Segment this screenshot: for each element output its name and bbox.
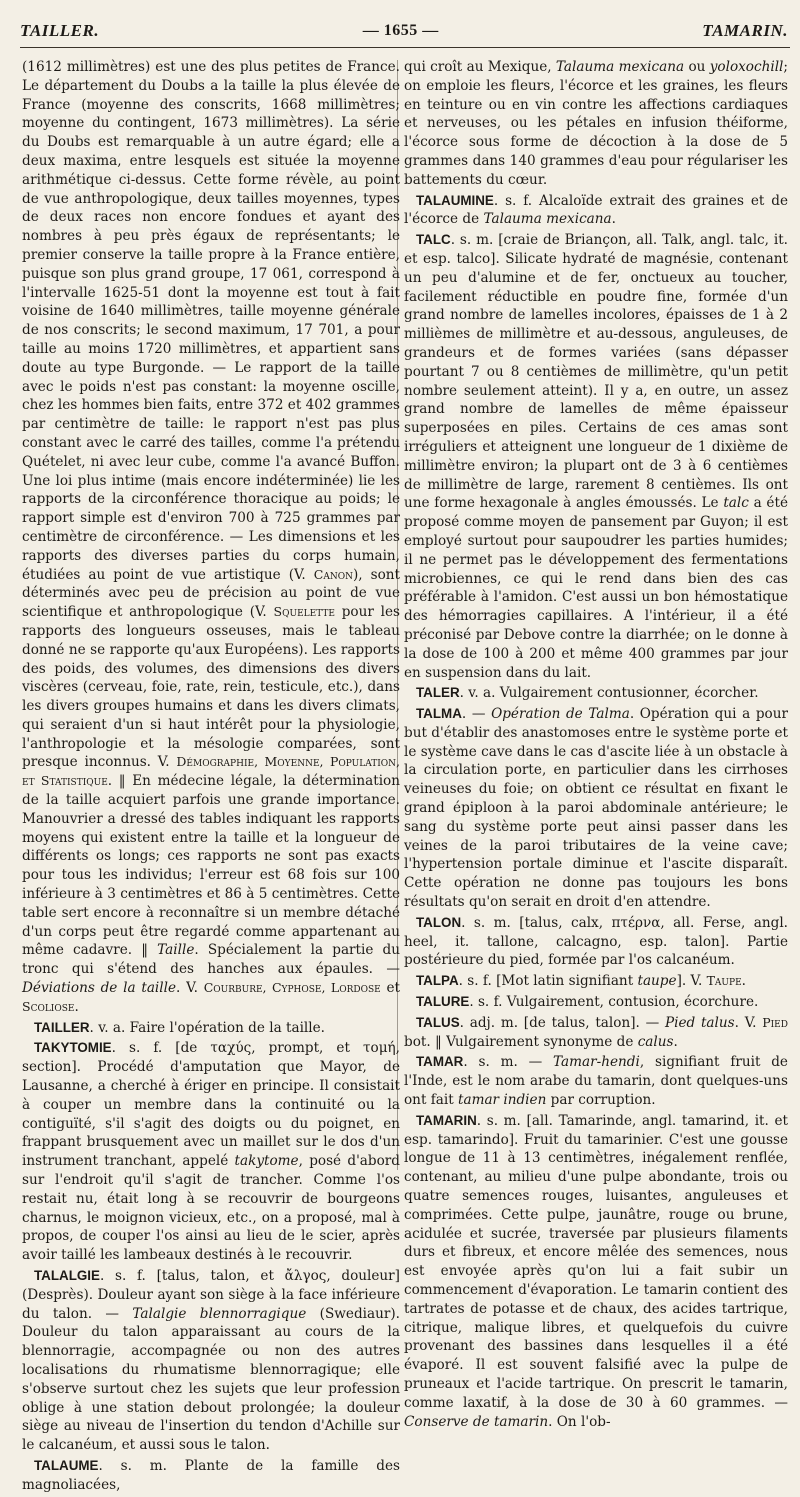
headword: TALALGIE bbox=[34, 1268, 100, 1283]
talaume-continuation: qui croît au Mexique, Talauma mexicana ou yoloxochill; on emploie les fleurs, l'écorce et les graines, les fleurs en teinture ou en vin contre les affections cardiaques et nerveuses, ou les pétales en infusion théiforme, l'écorce sous forme de décoction à la dose de 5 grammes dans 140 grammes d'eau pour régulariser les battements du cœur. bbox=[404, 59, 788, 188]
entry-taler: TALER. v. a. Vulgairement contusionner, écorcher. bbox=[416, 685, 759, 702]
headword: TALPA bbox=[416, 973, 459, 989]
headword: TAMARIN bbox=[416, 1112, 477, 1128]
entry-tamar: TAMAR. s. m. — Tamar-hendi, signifiant fruit de l'Inde, est le nom arabe du tamarin, dont quelques-uns ont fait tamar indien par corruption. bbox=[404, 1054, 788, 1109]
headword: TALC bbox=[416, 232, 451, 248]
entry-talure: TALURE. s. f. Vulgairement, contusion, écorchure. bbox=[416, 994, 759, 1011]
headword: TALAUMINE bbox=[416, 192, 494, 208]
entry-takytomie: TAKYTOMIE. s. f. [de ταχύς, prompt, et τομή, section]. Procédé d'amputation que Mayor, de Lausanne, a cherché à ériger en principe. Il consistait à couper un membre dans la continuité ou la contiguïté, s'il s'agit des doigts ou du poignet, en frappant brusquement avec un maillet sur le dos d'un instrument tranchant, appelé takytome, posé d'abord sur l'endroit qu'il s'agit de trancher. Comme l'os restait nu, était long à se recouvrir de bourgeons charnus, le moignon vicieux, etc., on a proposé, mal à propos, de couper l'os ainsi au lieu de le scier, après avoir taillé les lambeaux destinés à le recouvrir. bbox=[22, 1040, 401, 1264]
header-right-guide-word: TAMARIN. bbox=[702, 21, 788, 40]
entry-talc: TALC. s. m. [craie de Briançon, all. Talk, angl. talc, it. et esp. talco]. Silicate hydraté de magnésie, contenant un peu d'alumine et de fer, onctueux au toucher, facilement réductible en poudre fine, formée d'un grand nombre de lamelles incolores, épaisses de 1 à 2 millièmes de millimètre et au-dessous, anguleuses, de grandeurs et de formes variées (sans dépasser pourtant 7 ou 8 centièmes de millimètre, qu'un petit nombre seulement atteint). Il y a, en outre, un assez grand nombre de lamelles de même épaisseur superposées en piles. Certains de ces amas sont irréguliers et atteignent une longueur de 1 dixième de millimètre environ; la plupart ont de 3 à 6 centièmes de millimètre de large, rarement 8 centièmes. Ils ont une forme hexagonale à angles émoussés. Le talc a été proposé comme moyen de pansement par Guyon; il est employé surtout pour saupoudrer les parties humides; il ne permet pas le développement des fermentations microbiennes, ce qui le rend dans bien des cas préférable à l'amidon. C'est aussi un bon hémostatique des hémorragies capillaires. A l'intérieur, il a été préconisé par Debove contre la diarrhée; on le donne à la dose de 100 à 200 et même 400 grammes par jour en suspension dans du lait. bbox=[404, 232, 788, 681]
entry-talma: TALMA. — Opération de Talma. Opération qui a pour but d'établir des anastomoses entre le système porte et le système cave dans le cas d'ascite liée à un obstacle à la circulation porte, en particulier dans les cirrhoses veineuses du foie; on obtient ce résultat en fixant le grand épiploon à la paroi abdominale antérieure; le sang du système porte peut ainsi passer dans les veines de la paroi tributaires de la veine cave; l'hypertension portale diminue et l'ascite disparaît. Cette opération ne donne pas toujours les bons résultats qu'on serait en droit d'en attendre. bbox=[404, 706, 788, 911]
entry-talaumine: TALAUMINE. s. f. Alcaloïde extrait des graines et de l'écorce de Talauma mexicana. bbox=[404, 192, 788, 228]
page-number: — 1655 — bbox=[362, 22, 439, 39]
entry-talon: TALON. s. m. [talus, calx, πτέρνα, all. Ferse, angl. heel, it. tallone, calcagno, esp. talon]. Partie postérieure du pied, formée par l'os calcanéum. bbox=[404, 914, 788, 969]
headword: TALMA bbox=[416, 706, 462, 722]
entry-talus: TALUS. adj. m. [de talus, talon]. — Pied talus. V. Pied bot. ‖ Vulgairement synonyme de calus. bbox=[404, 1014, 788, 1050]
headword: TALURE bbox=[416, 994, 470, 1010]
taille-continuation: (1612 millimètres) est une des plus petites de France. Le département du Doubs a la taille la plus élevée de France (moyenne des conscrits, 1668 millimètres; moyenne du contingent, 1673 millimètres). La série du Doubs est remarquable à un autre égard; elle a deux maxima, entre lesquels est située la moyenne arithmétique ci-dessus. Cette forme révèle, au point de vue anthropologique, deux tailles moyennes, types de deux races non encore fondues et ayant des nombres à peu près égaux de représentants; le premier conserve la taille propre à la France entière, puisque son plus grand groupe, 17 061, correspond à l'intervalle 1625-51 dont la moyenne est tout à fait voisine de 1640 millimètres, taille moyenne générale de nos conscrits; le second maximum, 17 701, a pour taille au moins 1720 millimètres, et appartient sans doute au type Burgonde. — Le rapport de la taille avec le poids n'est pas constant: la moyenne oscille, chez les hommes bien faits, entre 372 et 402 grammes par centimètre de taille: le rapport n'est pas plus constant avec le carré des tailles, comme l'a prétendu Quételet, ni avec leur cube, comme l'a avancé Buffon. Une loi plus intime (mais encore indéterminée) lie les rapports de la circonférence thoracique au poids; le rapport simple est d'environ 700 à 725 grammes par centimètre de circonférence. — Les dimensions et les rapports des diverses parties du corps humain, étudiées au point de vue artistique (V. Canon), sont déterminés avec peu de précision au point de vue scientifique et anthropologique (V. Squelette pour les rapports des longueurs osseuses, mais le tableau donné ne se rapporte qu'aux Européens). Les rapports des poids, des volumes, des dimensions des divers viscères (cerveau, foie, rate, rein, testicule, etc.), dans les divers groupes humains et dans les divers climats, qui seraient d'un si haut intérêt pour la physiologie, l'anthropologie et la mésologie comparées, sont presque inconnus. V. Démographie, Moyenne, Population, et Statistique. ‖ En médecine légale, la détermination de la taille acquiert parfois une grande importance. Manouvrier a dressé des tables indiquant les rapports moyens qui existent entre la taille et la longueur de différents os longs; ces rapports ne sont pas exacts pour tous les individus; l'erreur est 68 fois sur 100 inférieure à 3 centimètres et 86 à 5 centimètres. Cette table sert encore à reconnaître si un membre détaché d'un corps peut être regardé comme appartenant au même cadavre. ‖ Taille. Spécialement la partie du tronc qui s'étend des hanches aux épaules. — Déviations de la taille. V. Courbure, Cyphose, Lordose et Scoliose. bbox=[22, 59, 401, 1015]
headword: TALAUME bbox=[34, 1457, 99, 1473]
entry-talalgie: TALALGIE. s. f. [talus, talon, et ἄλγος, douleur] (Desprès). Douleur ayant son siège à la face inférieure du talon. — Talalgie blennorragique (Swediaur). Douleur du talon apparaissant au cours de la blennorragie, accompagnée ou non des autres localisations du rhumatisme blennorragique; elle s'observe surtout chez les sujets que leur profession oblige à une station debout prolongée; la douleur siège au niveau de l'insertion du tendon d'Achille sur le calcanéum, et aussi sous le talon. bbox=[22, 1268, 400, 1454]
headword: TALON bbox=[416, 914, 462, 930]
headword: TALUS bbox=[416, 1014, 460, 1030]
header-left-guide-word: TAILLER. bbox=[20, 21, 100, 40]
right-column bbox=[404, 58, 788, 1433]
running-header bbox=[20, 14, 788, 48]
entry-tamarin: TAMARIN. s. m. [all. Tamarinde, angl. tamarind, it. et esp. tamarindo]. Fruit du tamarinier. C'est une gousse longue de 11 à 13 centimètres, inégalement renflée, contenant, au milieu d'une pulpe abondante, trois ou quatre semences rouges, luisantes, anguleuses et comprimées. Cette pulpe, jaunâtre, rouge ou brune, acidulée et sucrée, traversée par plusieurs filaments durs et fibreux, et encore mêlée des semences, nous est envoyée après qu'on lui a fait subir un commencement d'évaporation. Le tamarin contient des tartrates de potasse et de chaux, des acides tartrique, citrique, malique libres, et quelquefois du cuivre provenant des bassines dans lesquelles il a été évaporé. Il est souvent falsifié avec la pulpe de pruneaux et l'acide tartrique. On prescrit le tamarin, comme laxatif, à la dose de 30 à 60 grammes. — Conserve de tamarin. On l'ob- bbox=[404, 1112, 788, 1430]
header-rule bbox=[20, 47, 790, 48]
headword: TALER bbox=[416, 685, 460, 701]
entry-talaume: TALAUME. s. m. Plante de la famille des magnoliacées, bbox=[22, 1457, 400, 1493]
headword: TAILLER bbox=[34, 1019, 90, 1035]
headword: TAMAR bbox=[416, 1054, 464, 1070]
headword: TAKYTOMIE bbox=[34, 1040, 112, 1056]
entry-tailler: TAILLER. v. a. Faire l'opération de la taille. bbox=[34, 1019, 325, 1036]
entry-talpa: TALPA. s. f. [Mot latin signifiant taupe]. V. Taupe. bbox=[416, 973, 746, 990]
left-column bbox=[22, 58, 400, 1497]
